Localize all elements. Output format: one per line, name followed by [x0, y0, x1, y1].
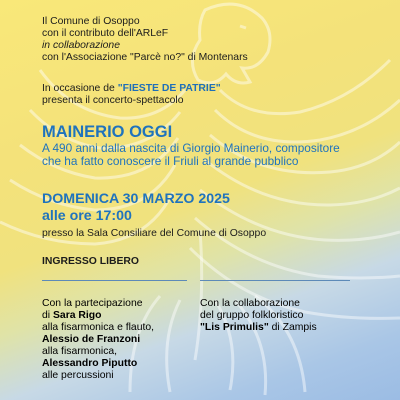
- event-name: "FIESTE DE PATRIE": [117, 83, 221, 94]
- subtitle-line-2: che ha fatto conoscere il Friuli al grande pubblico: [42, 154, 299, 168]
- collaboration-intro: Con la collaborazione: [200, 298, 300, 309]
- participant-1-prefix: di: [42, 310, 53, 321]
- collaboration-group: [200, 322, 317, 334]
- association-line: con l'Associazione "Parcè no?" di Montenars: [42, 52, 248, 63]
- concert-title: MAINERIO OGGI: [42, 123, 173, 141]
- participant-3-name: Alessandro Piputto: [42, 358, 138, 369]
- divider-left: [42, 280, 187, 281]
- participant-1-role: alla fisarmonica e flauto,: [42, 322, 155, 333]
- participant-1-name: Sara Rigo: [52, 310, 102, 321]
- subtitle-line-1: A 490 anni dalla nascita di Giorgio Mainerio, compositore: [42, 141, 340, 155]
- event-date: DOMENICA 30 MARZO 2025: [42, 191, 230, 207]
- participants-intro: Con la partecipazione: [42, 298, 143, 309]
- entry-label: INGRESSO LIBERO: [42, 256, 139, 267]
- collaboration-group-label: del gruppo folkloristico: [200, 310, 304, 321]
- participant-1: [42, 310, 102, 322]
- presents-line: presenta il concerto-spettacolo: [42, 95, 184, 106]
- collaboration-label: in collaborazione: [42, 40, 120, 51]
- group-place: di Zampis: [268, 322, 317, 333]
- occasion-prefix: In occasione de: [42, 83, 118, 94]
- organizer-line: Il Comune di Osoppo: [42, 16, 140, 27]
- participant-2-role: alla fisarmonica,: [42, 346, 118, 357]
- occasion-line: [42, 83, 221, 95]
- participant-3-role: alle percussioni: [42, 370, 114, 381]
- group-name: "Lis Primulis": [200, 322, 269, 333]
- divider-right: [200, 280, 350, 281]
- event-time: alle ore 17:00: [42, 208, 132, 224]
- event-venue: presso la Sala Consiliare del Comune di Osoppo: [42, 228, 267, 239]
- participant-2-name: Alessio de Franzoni: [42, 334, 141, 345]
- contributor-line: con il contributo dell'ARLeF: [42, 28, 169, 39]
